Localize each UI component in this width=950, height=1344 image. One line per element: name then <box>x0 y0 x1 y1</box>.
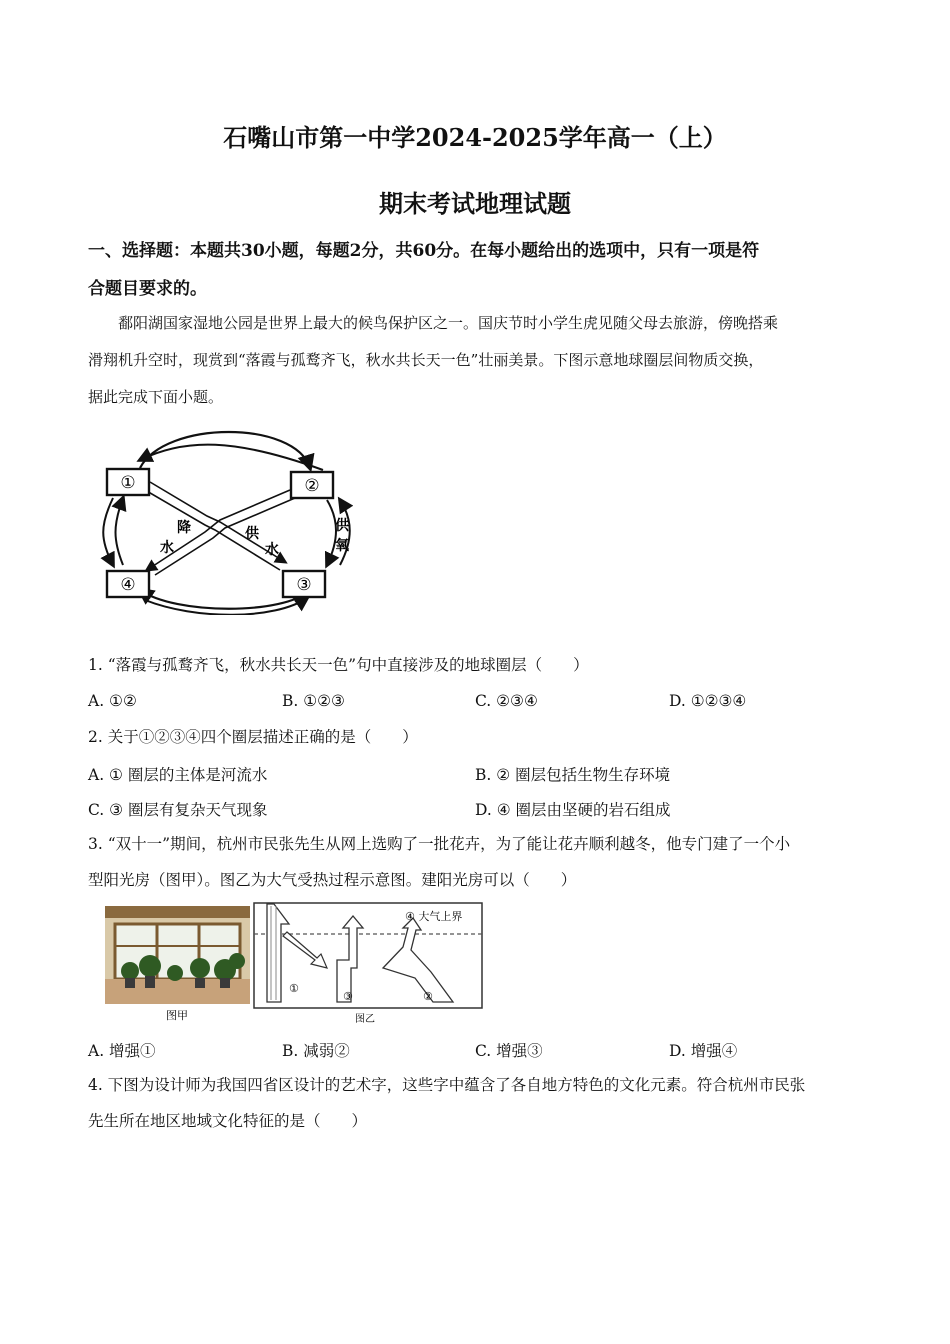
q3-option-b: B. 减弱② <box>282 1042 350 1060</box>
box-1-label: ① <box>120 473 136 493</box>
q2-option-a: A. ① 圈层的主体是河流水 <box>88 766 268 784</box>
box-3-label: ③ <box>296 575 312 595</box>
q3-option-d: D. 增强④ <box>669 1042 738 1060</box>
caption-jia: 图甲 <box>166 1009 188 1022</box>
q2-option-d: D. ④ 圈层由坚硬的岩石组成 <box>475 801 671 819</box>
q3-option-a: A. 增强① <box>88 1042 156 1060</box>
passage-line: 鄱阳湖国家湿地公园是世界上最大的候鸟保护区之一。国庆节时小学生虎见随父母去旅游，傍晚搭乘 <box>118 314 779 332</box>
label-circle-1: ① <box>289 982 299 995</box>
section-heading-line: 合题目要求的。 <box>88 279 207 299</box>
section-heading-line: 一、选择题：本题共30小题，每题2分，共60分。在每小题给出的选项中，只有一项是符 <box>88 241 760 261</box>
question-3 <box>88 826 878 898</box>
passage-line: 滑翔机升空时，现赏到“落霞与孤鹜齐飞，秋水共长天一色”壮丽美景。下图示意地球圈层间物质交换， <box>88 351 764 369</box>
q2-option-c: C. ③ 圈层有复杂天气现象 <box>88 801 268 819</box>
q1-option-d: D. ①②③④ <box>669 692 747 710</box>
caption-yi: 图乙 <box>355 1014 375 1025</box>
label-shui-b: 水 <box>265 542 279 558</box>
arrow-4-to-3 <box>145 598 307 615</box>
atmospheric-heating-diagram <box>253 902 485 1026</box>
box-4-label: ④ <box>120 575 136 595</box>
arrow-1-to-4 <box>103 498 113 565</box>
label-gong-b: 供 <box>335 518 349 534</box>
label-gong-a: 供 <box>245 526 259 542</box>
q2-option-b: B. ② 圈层包括生物生存环境 <box>475 766 671 784</box>
question-4 <box>88 1067 878 1139</box>
question-1 <box>88 647 878 683</box>
sphere-exchange-diagram <box>95 420 375 615</box>
question-3-stem-line: 3. “双十一”期间，杭州市民张先生从网上选购了一批花卉，为了能让花卉顺利越冬，他专门建了一个小 <box>88 835 791 853</box>
box-2-label: ② <box>304 476 320 496</box>
question-4-stem-line: 先生所在地区地域文化特征的是（ ） <box>88 1112 368 1130</box>
page-subtitle: 期末考试地理试题 <box>379 189 571 218</box>
label-atmosphere-top: ④ 大气上界 <box>405 910 463 923</box>
question-4-stem-line: 4. 下图为设计师为我国四省区设计的艺术字，这些字中蕴含了各自地方特色的文化元素。符合杭州市民张 <box>88 1076 806 1094</box>
label-yang: 氧 <box>335 538 349 554</box>
q3-option-c: C. 增强③ <box>475 1042 543 1060</box>
sunroom-photo <box>105 906 250 1024</box>
arrow-precipitation <box>147 490 290 570</box>
q1-option-b: B. ①②③ <box>282 692 345 710</box>
page-title: 石嘴山市第一中学2024-2025学年高一（上） <box>223 123 727 152</box>
question-3-stem-line: 型阳光房（图甲）。图乙为大气受热过程示意图。建阳光房可以（ ） <box>88 871 577 889</box>
question-1-stem: 1. “落霞与孤鹜齐飞，秋水共长天一色”句中直接涉及的地球圈层（ ） <box>88 656 589 674</box>
section-heading <box>88 232 868 308</box>
arrow-4-to-1 <box>116 498 124 565</box>
label-jiang: 降 <box>177 520 191 536</box>
label-circle-2: ② <box>423 990 433 1003</box>
question-2-stem: 2. 关于①②③④四个圈层描述正确的是（ ） <box>88 728 418 746</box>
label-shui-a: 水 <box>160 540 174 556</box>
q1-option-c: C. ②③④ <box>475 692 538 710</box>
label-circle-3: ③ <box>343 990 353 1003</box>
passage-line: 据此完成下面小题。 <box>88 388 224 406</box>
reading-passage <box>88 305 868 416</box>
q1-option-a: A. ①② <box>88 692 137 710</box>
